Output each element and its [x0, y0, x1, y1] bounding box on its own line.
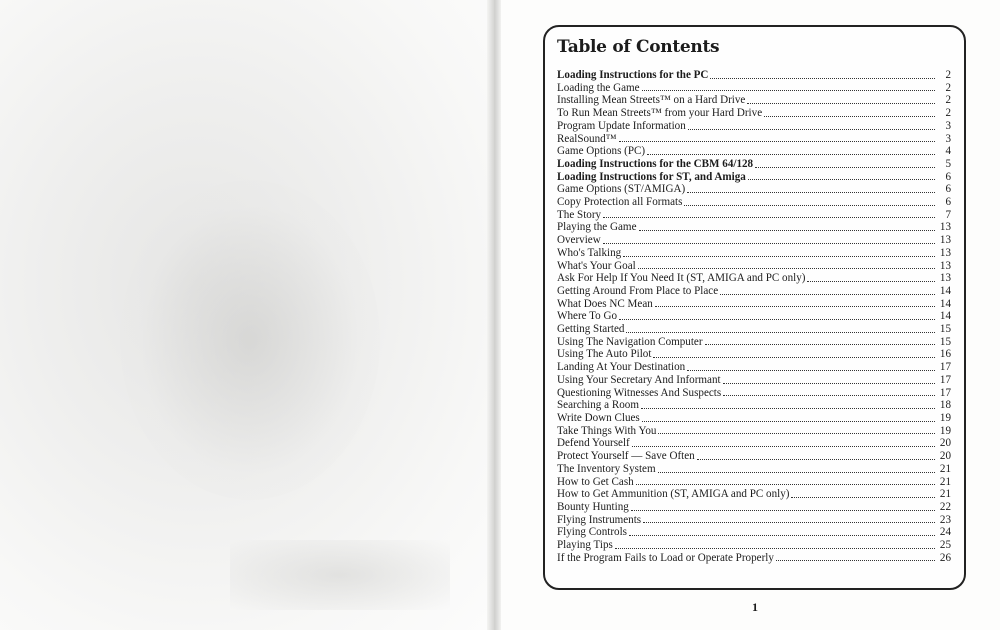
toc-entry-page: 2 [945, 81, 951, 94]
toc-entry-label: What Does NC Mean [557, 297, 653, 310]
toc-entry-label: The Story [557, 208, 602, 221]
toc-entry-page: 26 [939, 551, 951, 564]
dot-leader [642, 421, 935, 422]
toc-entry [557, 285, 951, 298]
toc-entry-label: How to Get Ammunition (ST, AMIGA and PC only) [557, 488, 790, 501]
toc-title: Table of Contents [557, 37, 720, 57]
toc-entry-page: 21 [939, 488, 951, 501]
toc-entry-label: Landing At Your Destination [557, 361, 686, 374]
toc-entry [557, 107, 951, 120]
dot-leader [603, 217, 935, 218]
dot-leader [619, 141, 935, 142]
dot-leader [639, 230, 936, 231]
toc-entry-label: What's Your Goal [557, 259, 636, 272]
toc-entry-label: Getting Around From Place to Place [557, 284, 719, 297]
toc-entry-page: 21 [939, 475, 951, 488]
toc-entry-page: 2 [945, 94, 951, 107]
dot-leader [632, 446, 935, 447]
toc-entry-page: 17 [939, 373, 951, 386]
toc-list [557, 69, 951, 564]
dot-leader [641, 408, 935, 409]
toc-entry-page: 14 [939, 310, 951, 323]
toc-entry-label: Loading the Game [557, 81, 640, 94]
toc-entry-page: 3 [945, 119, 951, 132]
dot-leader [687, 192, 935, 193]
toc-entry-page: 2 [945, 69, 951, 81]
dot-leader [697, 459, 935, 460]
toc-entry-page: 19 [939, 424, 951, 437]
toc-entry-label: Copy Protection all Formats [557, 196, 683, 209]
toc-entry-page: 20 [939, 450, 951, 463]
dot-leader [764, 116, 935, 117]
dot-leader [636, 484, 935, 485]
toc-entry-label: If the Program Fails to Load or Operate Properly [557, 551, 774, 564]
toc-entry-label: Take Things With You [557, 424, 657, 437]
toc-entry [557, 437, 951, 450]
toc-entry-page: 13 [939, 272, 951, 285]
toc-entry-label: Defend Yourself [557, 437, 630, 450]
dot-leader [626, 332, 935, 333]
dot-leader [643, 522, 935, 523]
toc-entry [557, 196, 951, 209]
toc-entry-label: Installing Mean Streets™ on a Hard Drive [557, 94, 746, 107]
toc-entry-label: Where To Go [557, 310, 618, 323]
toc-entry-page: 20 [939, 437, 951, 450]
toc-entry [557, 348, 951, 361]
dot-leader [723, 395, 935, 396]
toc-entry-page: 7 [945, 208, 951, 221]
toc-entry [557, 387, 951, 400]
toc-entry [557, 133, 951, 146]
dot-leader [705, 344, 935, 345]
toc-entry-label: RealSound™ [557, 132, 617, 145]
toc-entry-label: Loading Instructions for ST, and Amiga [557, 170, 746, 183]
dot-leader [647, 154, 935, 155]
toc-entry [557, 476, 951, 489]
toc-entry [557, 171, 951, 184]
toc-entry-page: 4 [945, 145, 951, 158]
toc-entry-label: Using The Navigation Computer [557, 335, 703, 348]
toc-entry-label: Using Your Secretary And Informant [557, 373, 721, 386]
toc-entry-label: Ask For Help If You Need It (ST, AMIGA and PC only) [557, 272, 806, 285]
dot-leader [631, 510, 935, 511]
toc-entry-page: 6 [945, 196, 951, 209]
toc-entry-label: Write Down Clues [557, 411, 640, 424]
toc-entry [557, 234, 951, 247]
toc-entry-page: 17 [939, 361, 951, 374]
toc-entry-page: 13 [939, 234, 951, 247]
toc-entry-page: 13 [939, 259, 951, 272]
dot-leader [629, 535, 935, 536]
dot-leader [658, 472, 935, 473]
toc-entry [557, 260, 951, 273]
toc-entry-label: Playing the Game [557, 221, 637, 234]
toc-entry-label: Who's Talking [557, 246, 622, 259]
toc-entry-page: 15 [939, 323, 951, 336]
toc-entry [557, 247, 951, 260]
toc-entry-page: 13 [939, 221, 951, 234]
toc-entry [557, 336, 951, 349]
dot-leader [684, 205, 935, 206]
toc-entry-label: Game Options (ST/AMIGA) [557, 183, 686, 196]
toc-entry [557, 488, 951, 501]
toc-entry [557, 183, 951, 196]
toc-entry [557, 361, 951, 374]
faded-bleedthrough-image [120, 180, 380, 500]
faded-bleedthrough-image [230, 540, 450, 610]
dot-leader [603, 243, 935, 244]
book-gutter [487, 0, 501, 630]
toc-entry [557, 158, 951, 171]
dot-leader [653, 357, 935, 358]
dot-leader [619, 319, 935, 320]
toc-entry-page: 2 [945, 107, 951, 120]
toc-entry-label: Using The Auto Pilot [557, 348, 652, 361]
toc-entry-page: 14 [939, 297, 951, 310]
toc-entry-label: Protect Yourself — Save Often [557, 450, 695, 463]
dot-leader [642, 90, 935, 91]
toc-entry-label: Loading Instructions for the PC [557, 69, 709, 81]
toc-entry-label: Flying Controls [557, 526, 627, 539]
left-page-blank [0, 0, 492, 630]
toc-entry-page: 13 [939, 246, 951, 259]
dot-leader [710, 78, 935, 79]
dot-leader [638, 268, 935, 269]
dot-leader [776, 560, 935, 561]
toc-entry-page: 21 [939, 462, 951, 475]
toc-entry-label: Questioning Witnesses And Suspects [557, 386, 722, 399]
toc-entry-page: 25 [939, 539, 951, 552]
toc-entry-page: 19 [939, 411, 951, 424]
toc-entry [557, 120, 951, 133]
toc-entry [557, 539, 951, 552]
toc-entry [557, 552, 951, 565]
dot-leader [658, 433, 935, 434]
dot-leader [723, 383, 935, 384]
toc-entry-label: Flying Instruments [557, 513, 642, 526]
toc-entry [557, 69, 951, 82]
toc-entry-label: Program Update Information [557, 119, 686, 132]
dot-leader [755, 167, 935, 168]
dot-leader [748, 179, 935, 180]
dot-leader [791, 497, 935, 498]
dot-leader [615, 548, 935, 549]
toc-entry [557, 94, 951, 107]
toc-entry [557, 221, 951, 234]
dot-leader [623, 256, 935, 257]
dot-leader [687, 370, 935, 371]
toc-entry [557, 412, 951, 425]
toc-entry-label: How to Get Cash [557, 475, 634, 488]
toc-entry-label: Playing Tips [557, 539, 613, 552]
toc-entry-label: Overview [557, 234, 601, 247]
toc-entry-label: Game Options (PC) [557, 145, 646, 158]
toc-entry [557, 399, 951, 412]
toc-entry-page: 24 [939, 526, 951, 539]
dot-leader [720, 294, 935, 295]
toc-entry [557, 323, 951, 336]
toc-entry-page: 15 [939, 335, 951, 348]
toc-entry-page: 16 [939, 348, 951, 361]
toc-entry [557, 272, 951, 285]
toc-entry [557, 298, 951, 311]
toc-entry [557, 82, 951, 95]
toc-entry-label: Loading Instructions for the CBM 64/128 [557, 157, 754, 170]
toc-entry [557, 209, 951, 222]
toc-entry-label: To Run Mean Streets™ from your Hard Drive [557, 107, 763, 120]
toc-entry-page: 17 [939, 386, 951, 399]
toc-entry-page: 22 [939, 500, 951, 513]
toc-entry [557, 374, 951, 387]
toc-entry-label: Bounty Hunting [557, 500, 629, 513]
toc-entry-page: 3 [945, 132, 951, 145]
dot-leader [747, 103, 935, 104]
page-number: 1 [752, 600, 758, 614]
toc-entry [557, 514, 951, 527]
toc-entry [557, 450, 951, 463]
toc-entry [557, 145, 951, 158]
toc-entry-label: Getting Started [557, 323, 625, 336]
toc-entry-page: 5 [945, 157, 951, 170]
toc-entry [557, 463, 951, 476]
dot-leader [807, 281, 935, 282]
toc-entry-page: 6 [945, 183, 951, 196]
toc-entry-label: The Inventory System [557, 462, 656, 475]
toc-entry-page: 14 [939, 284, 951, 297]
toc-entry-page: 23 [939, 513, 951, 526]
toc-entry-page: 18 [939, 399, 951, 412]
toc-entry-page: 6 [945, 170, 951, 183]
toc-entry [557, 501, 951, 514]
toc-entry [557, 425, 951, 438]
dot-leader [688, 129, 935, 130]
dot-leader [655, 306, 935, 307]
toc-entry [557, 526, 951, 539]
toc-entry [557, 310, 951, 323]
toc-entry-label: Searching a Room [557, 399, 639, 412]
